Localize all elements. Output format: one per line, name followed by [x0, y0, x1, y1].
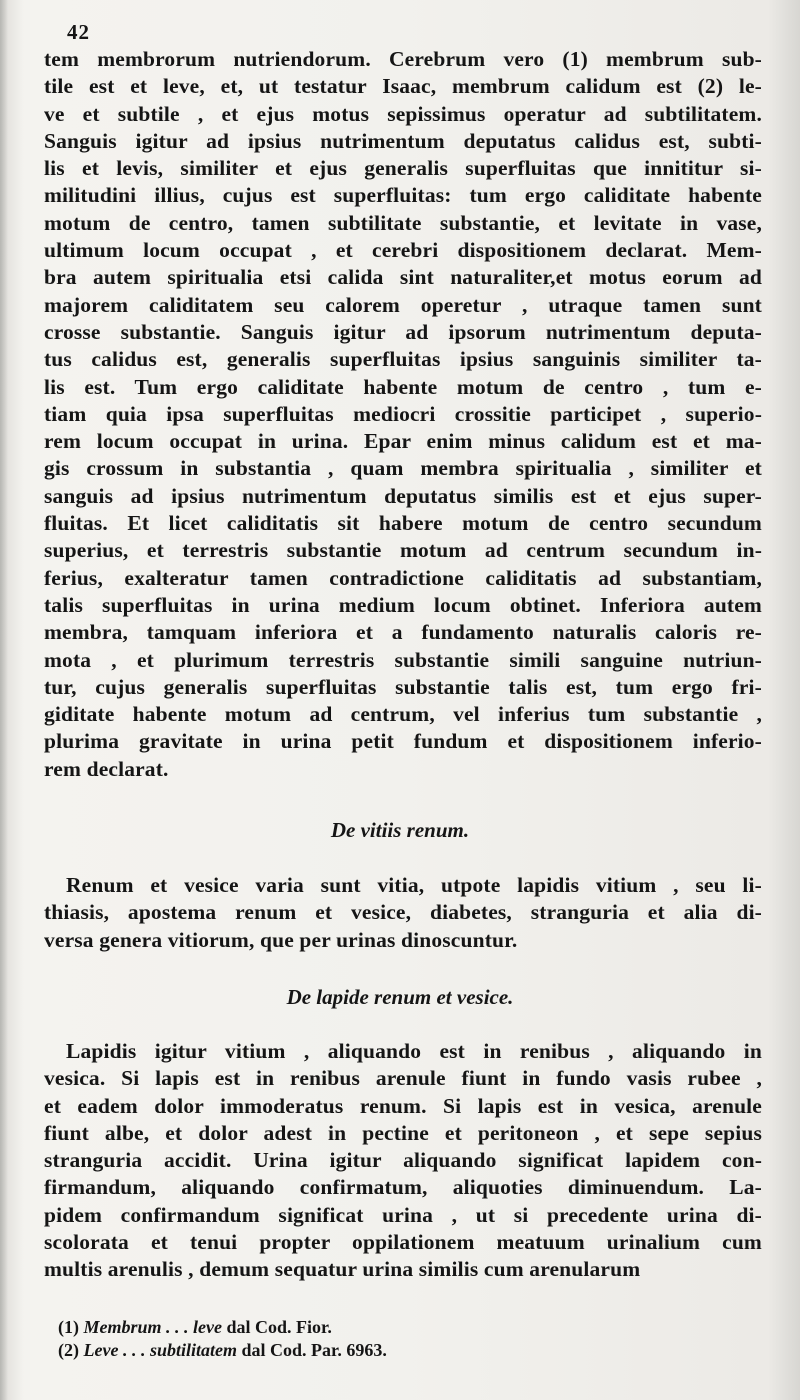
text-line: tem membrorum nutriendorum. Cerebrum vero (1) membrum sub- — [44, 47, 762, 71]
text-line: et eadem dolor immoderatus renum. Si lapis est in vesica, arenule — [44, 1093, 762, 1118]
text-line: fiunt albe, et dolor adest in pectine et peritoneon , et sepe sepius — [44, 1120, 762, 1145]
page-spine-shadow — [0, 0, 8, 1400]
footnote-source: dal Cod. Fior. — [221, 1317, 332, 1337]
text-line: lis est. Tum ergo caliditate habente motum de centro , tum e- — [44, 374, 762, 399]
footnote-citation: Membrum . . . leve — [83, 1317, 222, 1337]
section-paragraph-vitiis — [44, 872, 762, 954]
text-line: motum de centro, tamen subtilitate substantie, et levitate in vase, — [44, 210, 762, 235]
text-line: sanguis ad ipsius nutrimentum deputatus similis est et ejus super- — [44, 483, 762, 508]
text-line: ferius, exalteratur tamen contradictione caliditatis ad substantiam, — [44, 565, 762, 590]
text-line: fluitas. Et licet caliditatis sit habere motum de centro secundum — [44, 511, 762, 536]
text-line: militudini illius, cujus est superfluitas: tum ergo caliditate habente — [44, 183, 762, 208]
section-paragraph-lapide — [44, 1038, 762, 1284]
text-line: pidem confirmandum significat urina , ut si precedente urina di- — [44, 1202, 762, 1227]
text-line: talis superfluitas in urina medium locum obtinet. Inferiora autem — [44, 592, 762, 617]
text-line: majorem caliditatem seu calorem operetur , utraque tamen sunt — [44, 292, 762, 317]
text-line: ultimum locum occupat , et cerebri dispositionem declarat. Mem- — [44, 238, 762, 263]
text-line: mota , et plurimum terrestris substantie simili sanguine nutriun- — [44, 647, 762, 672]
text-line: crosse substantie. Sanguis igitur ad ipsorum nutrimentum deputa- — [44, 319, 762, 344]
text-line: tur, cujus generalis superfluitas substantie talis est, tum ergo fri- — [44, 674, 762, 699]
text-line: thiasis, apostema renum et vesice, diabetes, stranguria et alia di- — [44, 900, 762, 925]
text-line: bra autem spiritualia etsi calida sint naturaliter,et motus eorum ad — [44, 265, 762, 290]
text-line: multis arenulis , demum sequatur urina similis cum arenularum — [44, 1257, 641, 1282]
section-heading-vitiis-renum: De vitiis renum. — [330, 818, 470, 842]
text-line: superius, et terrestris substantie motum ad centrum secundum in- — [44, 538, 762, 563]
text-line: ve et subtile , et ejus motus sepissimus operatur ad subtilitatem. — [44, 101, 762, 126]
text-line: lis et levis, similiter et ejus generalis superfluitas que innititur si- — [44, 156, 762, 181]
text-line: membra, tamquam inferiora et a fundamento naturalis caloris re- — [44, 620, 762, 645]
text-line: tus calidus est, generalis superfluitas ipsius sanguinis similiter ta- — [44, 347, 762, 372]
footnote-mark: (2) — [58, 1340, 84, 1360]
main-paragraph — [44, 46, 762, 783]
text-line: rem locum occupat in urina. Epar enim minus calidum est et ma- — [44, 429, 762, 454]
text-line: stranguria accidit. Urina igitur aliquando significat lapidem con- — [44, 1148, 762, 1173]
text-line: rem declarat. — [44, 756, 169, 781]
page-number: 42 — [67, 20, 90, 44]
text-line: gis crossum in substantia , quam membra spiritualia , similiter et — [44, 456, 762, 481]
text-line: tiam quia ipsa superfluitas mediocri crossitie participet , superio- — [44, 401, 762, 426]
footnote-citation: Leve . . . subtilitatem — [83, 1340, 237, 1360]
text-line: vesica. Si lapis est in renibus arenule fiunt in fundo vasis rubee , — [44, 1066, 762, 1091]
footnote-mark: (1) — [58, 1317, 84, 1337]
text-line: firmandum, aliquando confirmatum, aliquoties diminuendum. La- — [44, 1175, 762, 1200]
text-line: scolorata et tenui propter oppilationem meatuum urinalium cum — [44, 1230, 762, 1255]
text-line: Sanguis igitur ad ipsius nutrimentum deputatus calidus est, subti- — [44, 128, 762, 153]
text-line: versa genera vitiorum, que per urinas dinoscuntur. — [44, 927, 518, 952]
text-line: plurima gravitate in urina petit fundum et dispositionem inferio- — [44, 729, 762, 754]
footnote-source: dal Cod. Par. 6963. — [236, 1340, 387, 1360]
section-heading-lapide-renum: De lapide renum et vesice. — [286, 985, 514, 1009]
text-line: Renum et vesice varia sunt vitia, utpote lapidis vitium , seu li- — [66, 873, 762, 897]
text-line: Lapidis igitur vitium , aliquando est in renibus , aliquando in — [66, 1039, 762, 1063]
text-line: tile est et leve, et, ut testatur Isaac, membrum calidum est (2) le- — [44, 74, 762, 99]
footnote — [58, 1339, 387, 1362]
text-line: giditate habente motum ad centrum, vel inferius tum substantie , — [44, 702, 762, 727]
footnotes — [58, 1316, 387, 1362]
footnote — [58, 1316, 387, 1339]
